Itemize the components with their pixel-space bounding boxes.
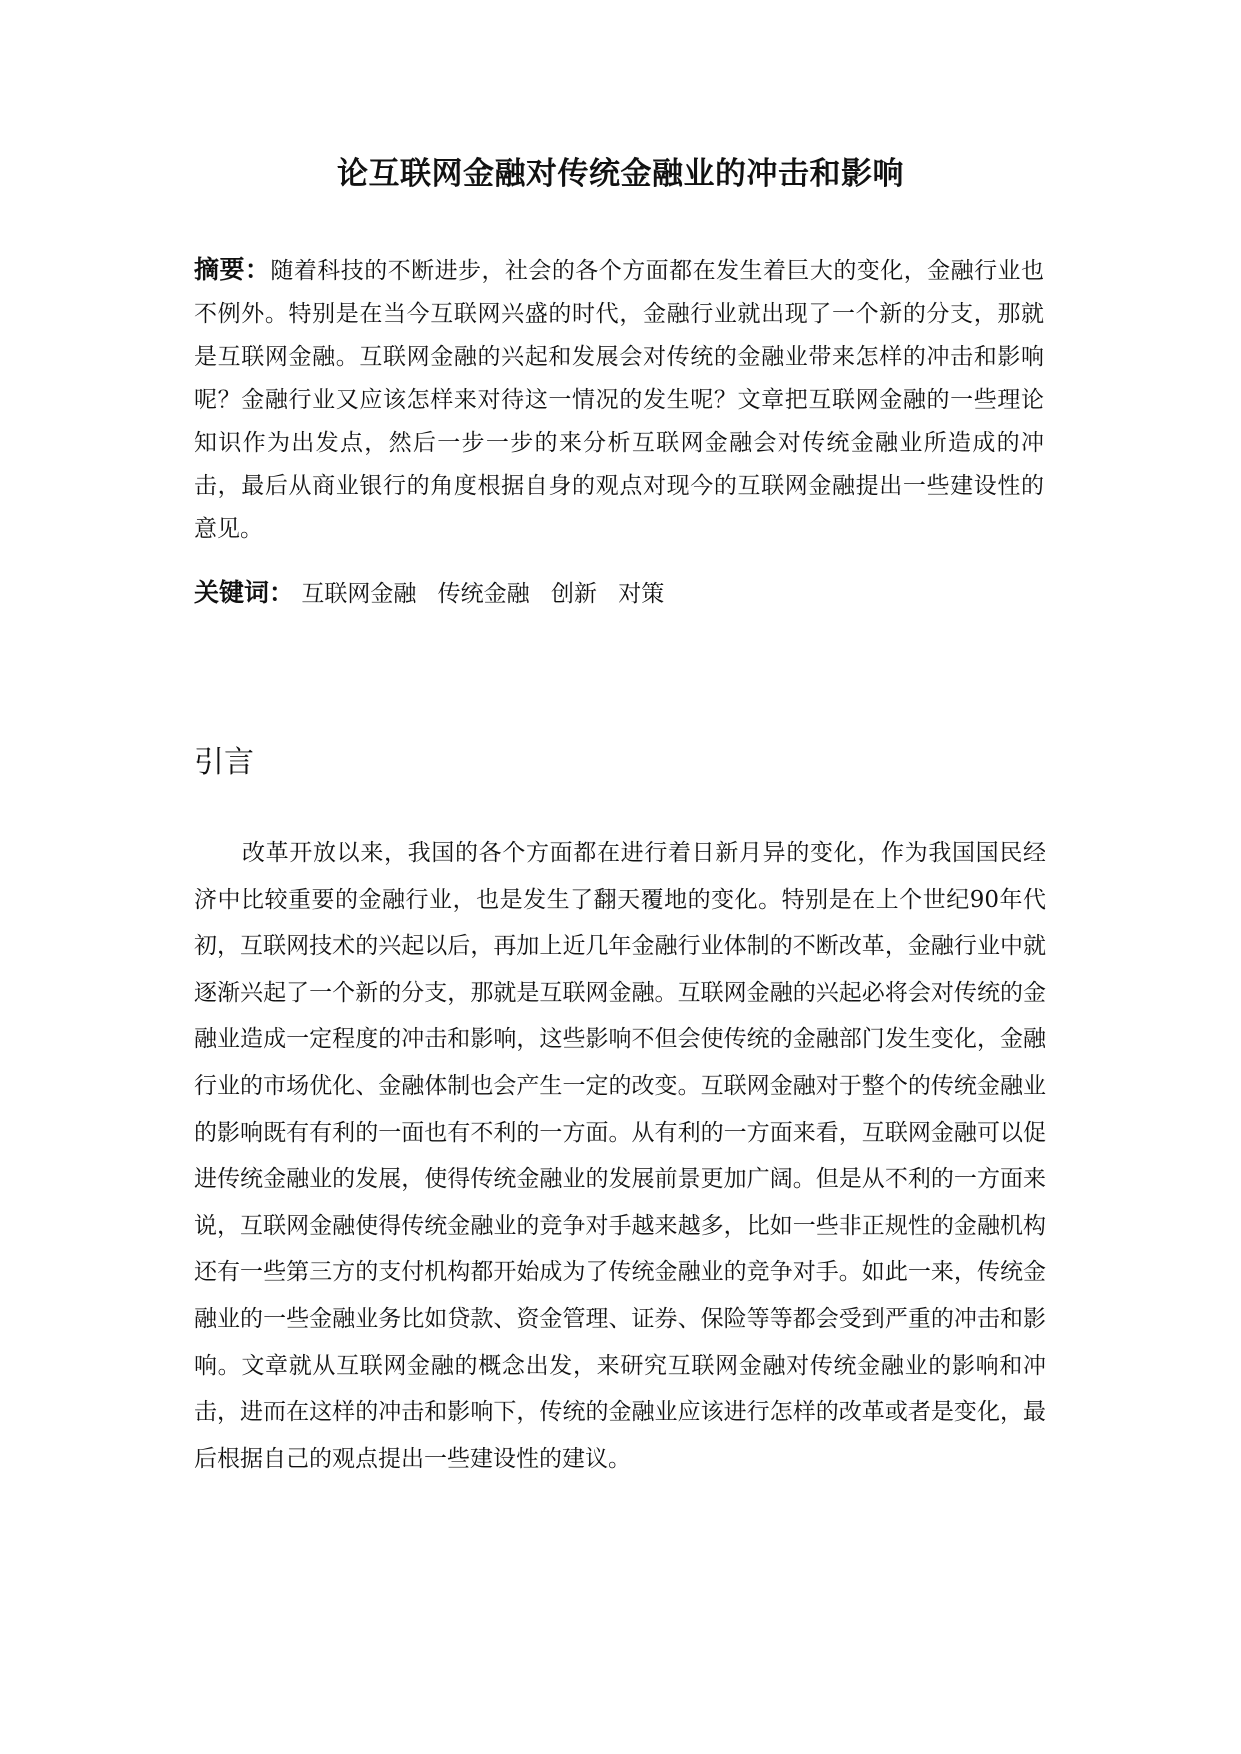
document-title: 论互联网金融对传统金融业的冲击和影响 bbox=[337, 156, 904, 192]
keyword-item: 创新 bbox=[550, 581, 597, 607]
keyword-item: 互联网金融 bbox=[301, 581, 417, 607]
keywords-block bbox=[194, 571, 1044, 616]
keyword-item: 对策 bbox=[618, 581, 665, 607]
section-paragraph: 改革开放以来，我国的各个方面都在进行着日新月异的变化，作为我国国民经济中比较重要的金融行业，也是发生了翻天覆地的变化。特别是在上个世纪90年代初，互联网技术的兴起以后，再加上近几年金融行业体制的不断改革，金融行业中就逐渐兴起了一个新的分支，那就是互联网金融。互联网金融的兴起必将会对传统的金融业造成一定程度的冲击和影响，这些影响不但会使传统的金融部门发生变化，金融行业的市场优化、金融体制也会产生一定的改变。互联网金融对于整个的传统金融业的影响既有有利的一面也有不利的一方面。从有利的一方面来看，互联网金融可以促进传统金融业的发展，使得传统金融业的发展前景更加广阔。但是从不利的一方面来说，互联网金融使得传统金融业的竞争对手越来越多，比如一些非正规性的金融机构还有一些第三方的支付机构都开始成为了传统金融业的竞争对手。如此一来，传统金融业的一些金融业务比如贷款、资金管理、证券、保险等等都会受到严重的冲击和影响。文章就从互联网金融的概念出发，来研究互联网金融对传统金融业的影响和冲击，进而在这样的冲击和影响下，传统的金融业应该进行怎样的改革或者是变化，最后根据自己的观点提出一些建设性的建议。 bbox=[194, 840, 1046, 1472]
keywords-label: 关键词： bbox=[194, 578, 295, 607]
abstract-label: 摘要： bbox=[194, 255, 271, 284]
section-heading: 引言 bbox=[194, 745, 254, 780]
abstract-block bbox=[194, 248, 1044, 551]
keyword-item: 传统金融 bbox=[437, 581, 530, 607]
abstract-text: 随着科技的不断进步，社会的各个方面都在发生着巨大的变化，金融行业也不例外。特别是在当今互联网兴盛的时代，金融行业就出现了一个新的分支，那就是互联网金融。互联网金融的兴起和发展会对传统的金融业带来怎样的冲击和影响呢？金融行业又应该怎样来对待这一情况的发生呢？文章把互联网金融的一些理论知识作为出发点，然后一步一步的来分析互联网金融会对传统金融业所造成的冲击，最后从商业银行的角度根据自身的观点对现今的互联网金融提出一些建设性的意见。 bbox=[194, 258, 1044, 542]
